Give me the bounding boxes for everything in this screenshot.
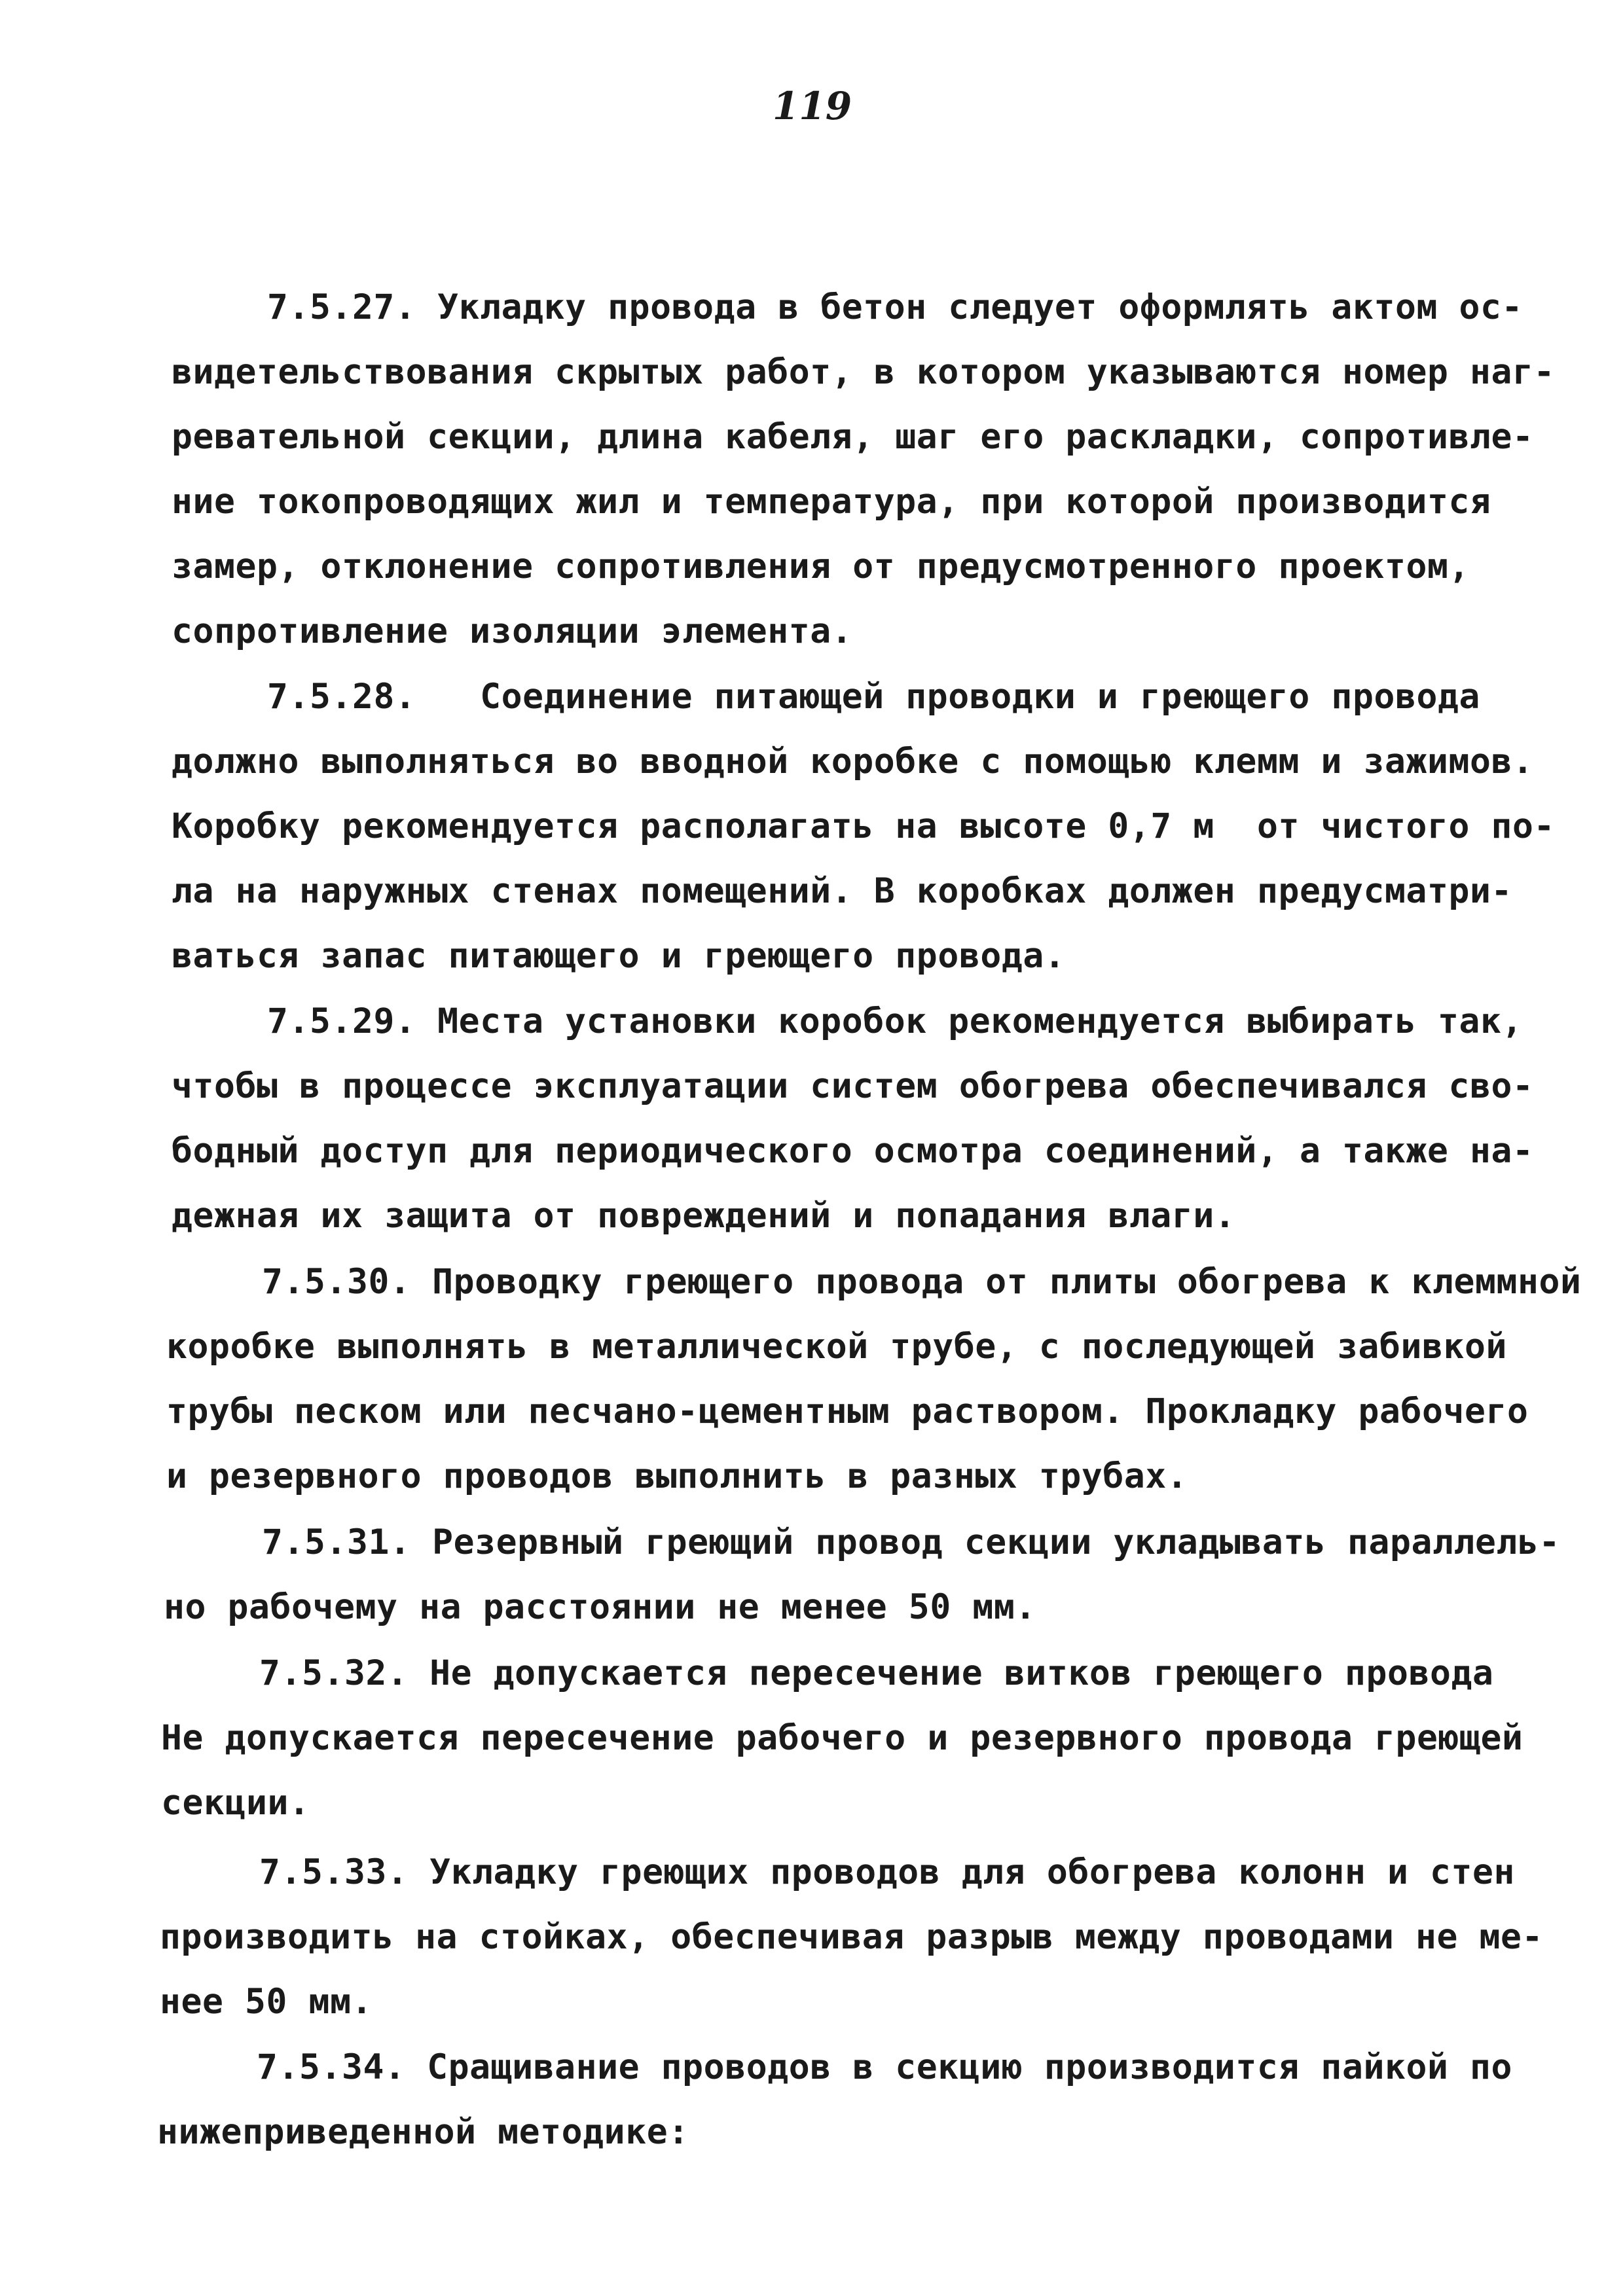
text-line: сопротивление изоляции элемента.: [172, 611, 853, 651]
text-line: ревательной секции, длина кабеля, шаг его раскладки, сопротивле-: [172, 417, 1534, 457]
page-number: 119: [773, 84, 852, 128]
text-line: Коробку рекомендуется располагать на высоте 0,7 м от чистого по-: [172, 806, 1556, 846]
text-line: 7.5.31. Резервный греющий провод секции укладывать параллель-: [262, 1522, 1561, 1562]
text-line: должно выполняться во вводной коробке с помощью клемм и зажимов.: [172, 742, 1534, 781]
text-line: Не допускается пересечение рабочего и резервного провода греющей: [161, 1718, 1523, 1758]
text-line: секции.: [161, 1783, 310, 1823]
text-line: ла на наружных стенах помещений. В коробках должен предусматри-: [172, 871, 1513, 911]
text-line: и резервного проводов выполнить в разных трубах.: [166, 1456, 1188, 1496]
text-line: чтобы в процессе эксплуатации систем обогрева обеспечивался сво-: [172, 1066, 1534, 1106]
text-line: 7.5.34. Сращивание проводов в секцию производится пайкой по: [257, 2047, 1513, 2087]
text-line: дежная их защита от повреждений и попадания влаги.: [172, 1196, 1236, 1236]
text-line: производить на стойках, обеспечивая разрыв между проводами не ме-: [160, 1917, 1544, 1957]
text-line: 7.5.27. Укладку провода в бетон следует оформлять актом ос-: [267, 287, 1523, 327]
text-line: 7.5.28. Соединение питающей проводки и греющего провода: [267, 677, 1480, 717]
text-line: 7.5.29. Места установки коробок рекомендуется выбирать так,: [267, 1001, 1523, 1041]
text-line: коробке выполнять в металлической трубе, с последующей забивкой: [166, 1327, 1508, 1367]
text-line: ваться запас питающего и греющего провода.: [172, 936, 1066, 976]
text-line: видетельствования скрытых работ, в котором указываются номер наг-: [172, 352, 1556, 392]
text-line: нижеприведенной методике:: [157, 2112, 689, 2152]
text-line: 7.5.32. Не допускается пересечение витков греющего провода: [259, 1653, 1494, 1693]
text-line: замер, отклонение сопротивления от предусмотренного проектом,: [172, 547, 1470, 586]
text-line: бодный доступ для периодического осмотра соединений, а также на-: [172, 1131, 1534, 1171]
text-line: 7.5.30. Проводку греющего провода от плиты обогрева к клеммной: [262, 1262, 1582, 1302]
text-line: 7.5.33. Укладку греющих проводов для обогрева колонн и стен: [259, 1852, 1516, 1892]
text-line: ние токопроводящих жил и температура, при которой производится: [172, 482, 1491, 522]
text-line: трубы песком или песчано-цементным раствором. Прокладку рабочего: [166, 1391, 1529, 1431]
text-line: нее 50 мм.: [160, 1982, 373, 2022]
text-line: но рабочему на расстоянии не менее 50 мм.: [164, 1587, 1036, 1627]
